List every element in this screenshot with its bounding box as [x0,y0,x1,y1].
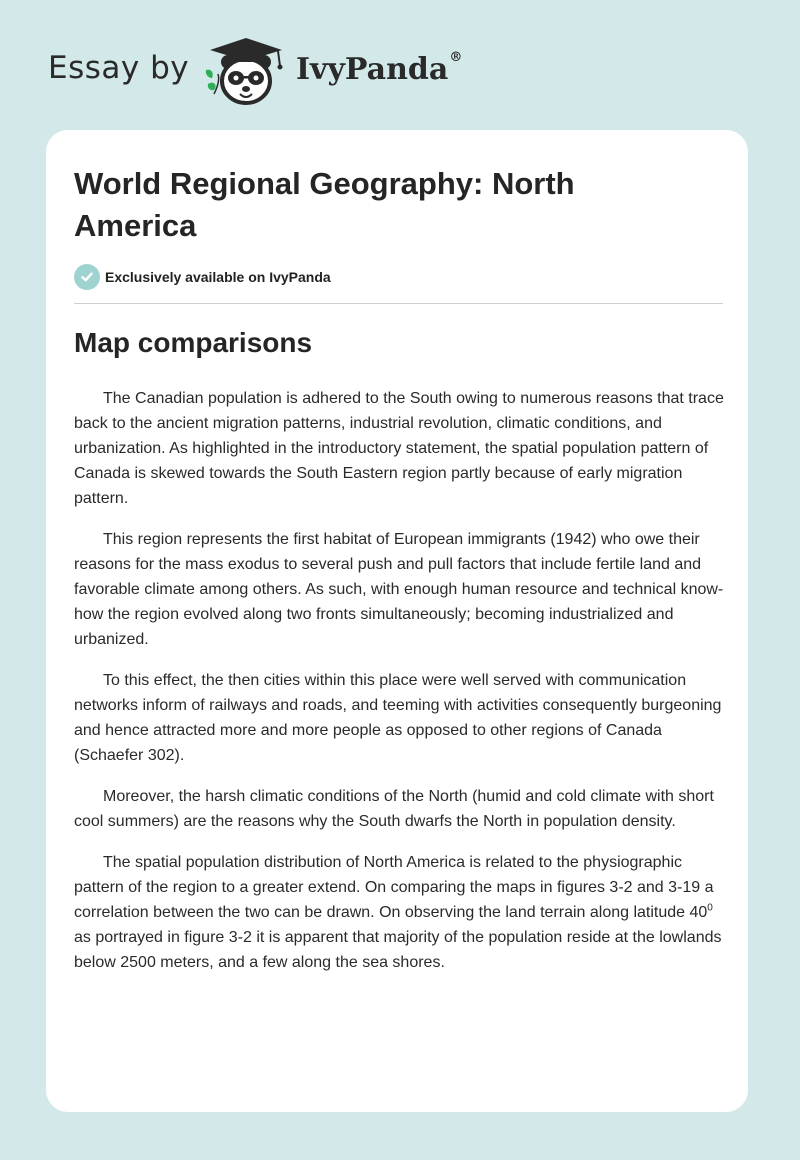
essay-by-label: Essay by [48,50,190,86]
checkmark-icon [74,264,100,290]
divider [74,303,723,304]
section-heading: Map comparisons [74,327,313,358]
exclusive-badge-label: Exclusively available on IvyPanda [105,269,331,285]
paragraph: To this effect, the then cities within this place were well served with communication networks inform of railways and roads, and teeming with activities consequently burgeoning and hence attracted more and more people as opposed to other regions of Canada (Schaefer 302). [74,672,722,764]
page-title: World Regional Geography: North America [74,166,575,243]
site-header [0,0,800,130]
paragraph: This region represents the first habitat of European immigrants (1942) who owe their reasons for the mass exodus to several push and pull factors that include fertile land and favorable climate among others. As such, with enough human resource and technical know-how the region evolved along two fronts simultaneously; becoming industrialized and urbanized. [74,531,724,648]
panda-logo-icon[interactable] [200,34,292,110]
degree-superscript: 0 [707,902,713,914]
paragraph: The spatial population distribution of North America is related to the physiographic pattern of the region to a greater extend. On comparing the maps in figures 3-2 and 3-19 a correlation between the two can be drawn. On observing the land terrain along latitude $40^0$ as portrayed in figure 3-2 it is apparent that majority of the population reside at the lowlands below 2500 meters, and a few along the sea shores. [74,854,722,971]
registered-mark: ® [449,50,463,65]
brand-name[interactable]: IvyPanda® [296,50,463,87]
paragraph: Moreover, the harsh climatic conditions of the North (humid and cold climate with short cool summers) are the reasons why the South dwarfs the North in population density. [74,788,714,830]
essay-card [46,130,748,1112]
essay-body [74,386,724,991]
exclusive-badge [74,263,331,291]
paragraph: The Canadian population is adhered to the South owing to numerous reasons that trace back to the ancient migration patterns, industrial revolution, climatic conditions, and urbanization. As highlighted in the introductory statement, the spatial population pattern of Canada is skewed towards the South Eastern region partly because of early migration pattern. [74,390,724,507]
